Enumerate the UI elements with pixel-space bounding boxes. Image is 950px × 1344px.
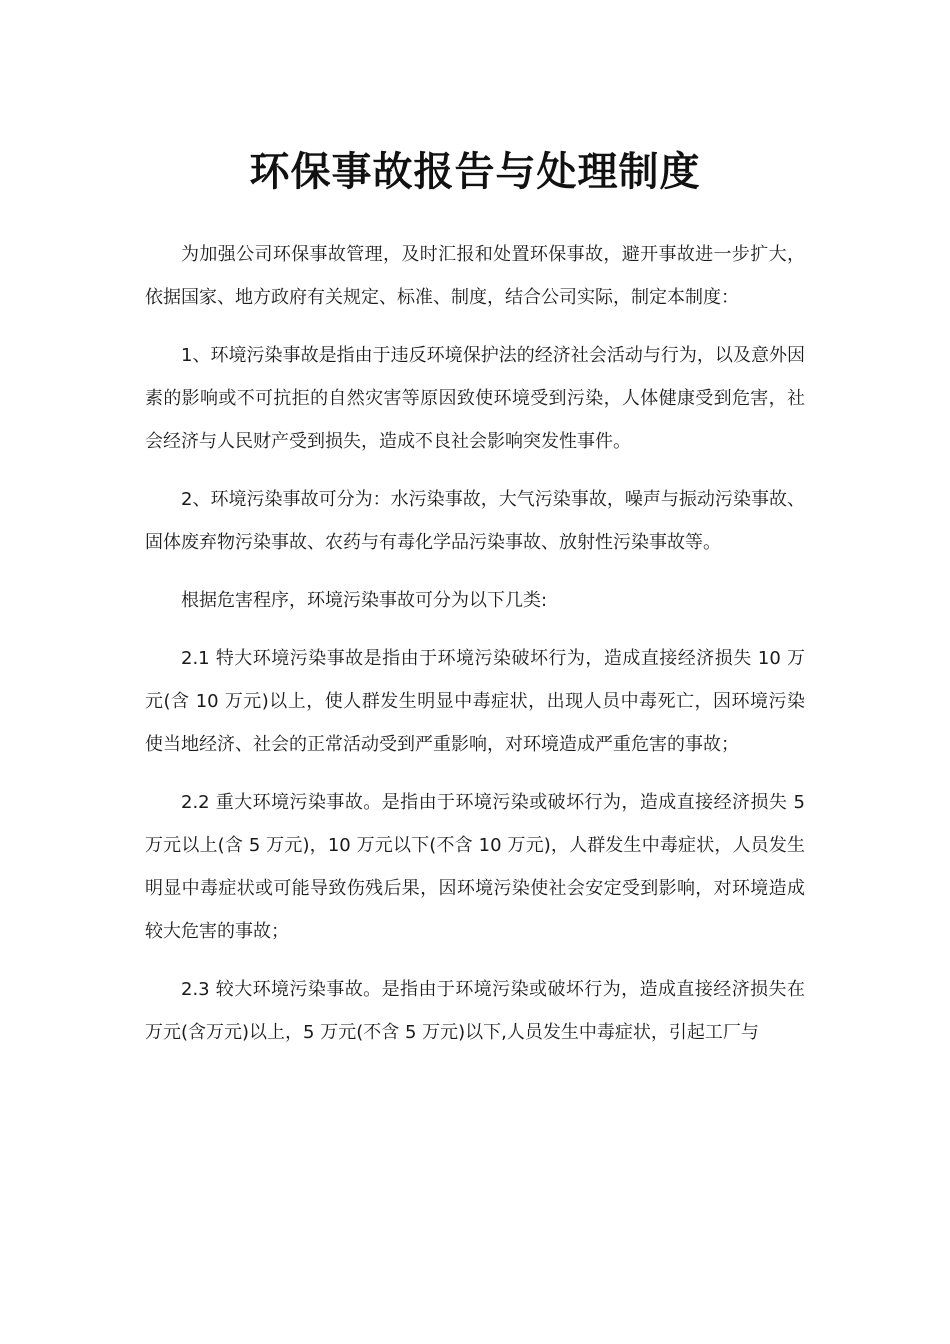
paragraph-intro: 为加强公司环保事故管理，及时汇报和处置环保事故，避开事故进一步扩大，依据国家、地方政府有关规定、标准、制度，结合公司实际，制定本制度： — [145, 244, 805, 308]
document-title: 环保事故报告与处理制度 — [249, 149, 701, 195]
paragraph-severity-serious: 2.2 重大环境污染事故。是指由于环境污染或破坏行为，造成直接经济损失 5 万元以上(含 5 万元)，10 万元以下(不含 10 万元)，人群发生中毒症状，人员发生明显中毒症状或可能导致伤残后果，因环境污染使社会安定受到影响，对环境造成较大危害的事故； — [145, 792, 805, 942]
paragraph-severity-intro: 根据危害程序，环境污染事故可分为以下几类: — [181, 590, 548, 611]
paragraph-categories: 2、环境污染事故可分为：水污染事故，大气污染事故，噪声与振动污染事故、固体废弃物污染事故、农药与有毒化学品污染事故、放射性污染事故等。 — [145, 489, 805, 553]
paragraph-severity-moderate: 2.3 较大环境污染事故。是指由于环境污染或破坏行为，造成直接经济损失在万元(含万元)以上，5 万元(不含 5 万元)以下,人员发生中毒症状，引起工厂与 — [145, 979, 805, 1043]
paragraph-severity-major: 2.1 特大环境污染事故是指由于环境污染破坏行为，造成直接经济损失 10 万元(含 10 万元)以上，使人群发生明显中毒症状，出现人员中毒死亡，因环境污染使当地经济、社会的正常活动受到严重影响，对环境造成严重危害的事故； — [145, 648, 805, 755]
paragraph-definition: 1、环境污染事故是指由于违反环境保护法的经济社会活动与行为，以及意外因素的影响或不可抗拒的自然灾害等原因致使环境受到污染，人体健康受到危害，社会经济与人民财产受到损失，造成不良社会影响突发性事件。 — [145, 345, 805, 452]
document-body — [145, 233, 805, 1069]
